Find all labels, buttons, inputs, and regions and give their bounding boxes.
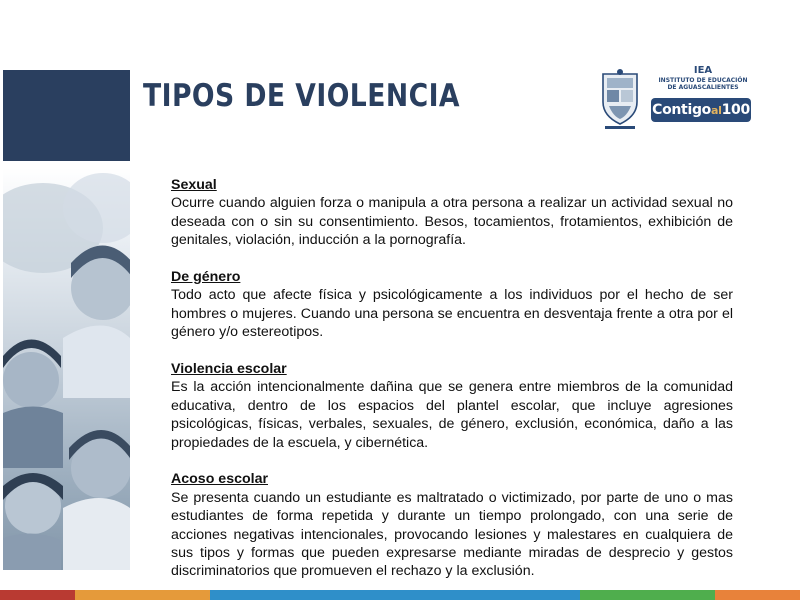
section-violencia-escolar: [171, 360, 733, 452]
section-heading: Acoso escolar: [171, 471, 268, 488]
content-body: [171, 176, 733, 599]
section-heading: De género: [171, 269, 241, 286]
campaign-number: 100: [721, 102, 750, 118]
children-photo: [3, 168, 130, 570]
section-de-genero: [171, 268, 733, 342]
campaign-main: Contigo: [652, 102, 711, 118]
section-text: Todo acto que afecte física y psicológicamente a los individuos por el hecho de ser hombres o mujeres. Cuando una persona se encuentra en desventaja frente a otra por el género y/o estereotipos.: [171, 287, 733, 341]
section-sexual: [171, 176, 733, 250]
section-text: Se presenta cuando un estudiante es maltratado o victimizado, por parte de uno o mas estudiantes de forma repetida y durante un tiempo prolongado, con una serie de acciones negativas intencionales, provocando lesiones y malestares en cualquiera de sus tipos y formas que pueden expresarse mediante miradas de desprecio y gestos discriminatorios que promueven el rechazo y la exclusión.: [171, 489, 733, 580]
logo-area: [595, 66, 755, 132]
slide-title: TIPOS DE VIOLENCIA: [143, 78, 461, 114]
section-text: Es la acción intencionalmente dañina que se genera entre miembros de la comunidad educativa, dentro de los espacios del plantel escolar, que incluye agresiones psicológicas, físicas, verbales, sexuales, de género, exclusión, económica, daño a las propiedades de la escuela, y cibernética.: [171, 379, 733, 451]
institute-name: INSTITUTO DE EDUCACIÓN DE AGUASCALIENTES: [658, 77, 748, 91]
bar-segment-green: [580, 590, 715, 600]
bottom-color-bar: [0, 590, 800, 600]
title-accent-block: [3, 70, 130, 161]
bar-segment-blue: [210, 590, 580, 600]
state-crest-icon: [597, 68, 643, 134]
section-acoso-escolar: [171, 470, 733, 580]
section-heading: Violencia escolar: [171, 361, 287, 378]
campaign-badge: [651, 98, 751, 122]
section-heading: Sexual: [171, 177, 217, 193]
bar-segment-red: [0, 590, 75, 600]
campaign-al: al: [710, 104, 722, 117]
bar-segment-orange: [75, 590, 210, 600]
iea-logo-text: IEA: [693, 65, 713, 76]
section-text: Ocurre cuando alguien forza o manipula a otra persona a realizar un actividad sexual no deseada con o sin su consentimiento. Besos, tocamientos, frotamientos, exhibición de genitales, violación, inducción a la pornografía.: [171, 195, 733, 249]
bar-segment-orange-right: [715, 590, 800, 600]
